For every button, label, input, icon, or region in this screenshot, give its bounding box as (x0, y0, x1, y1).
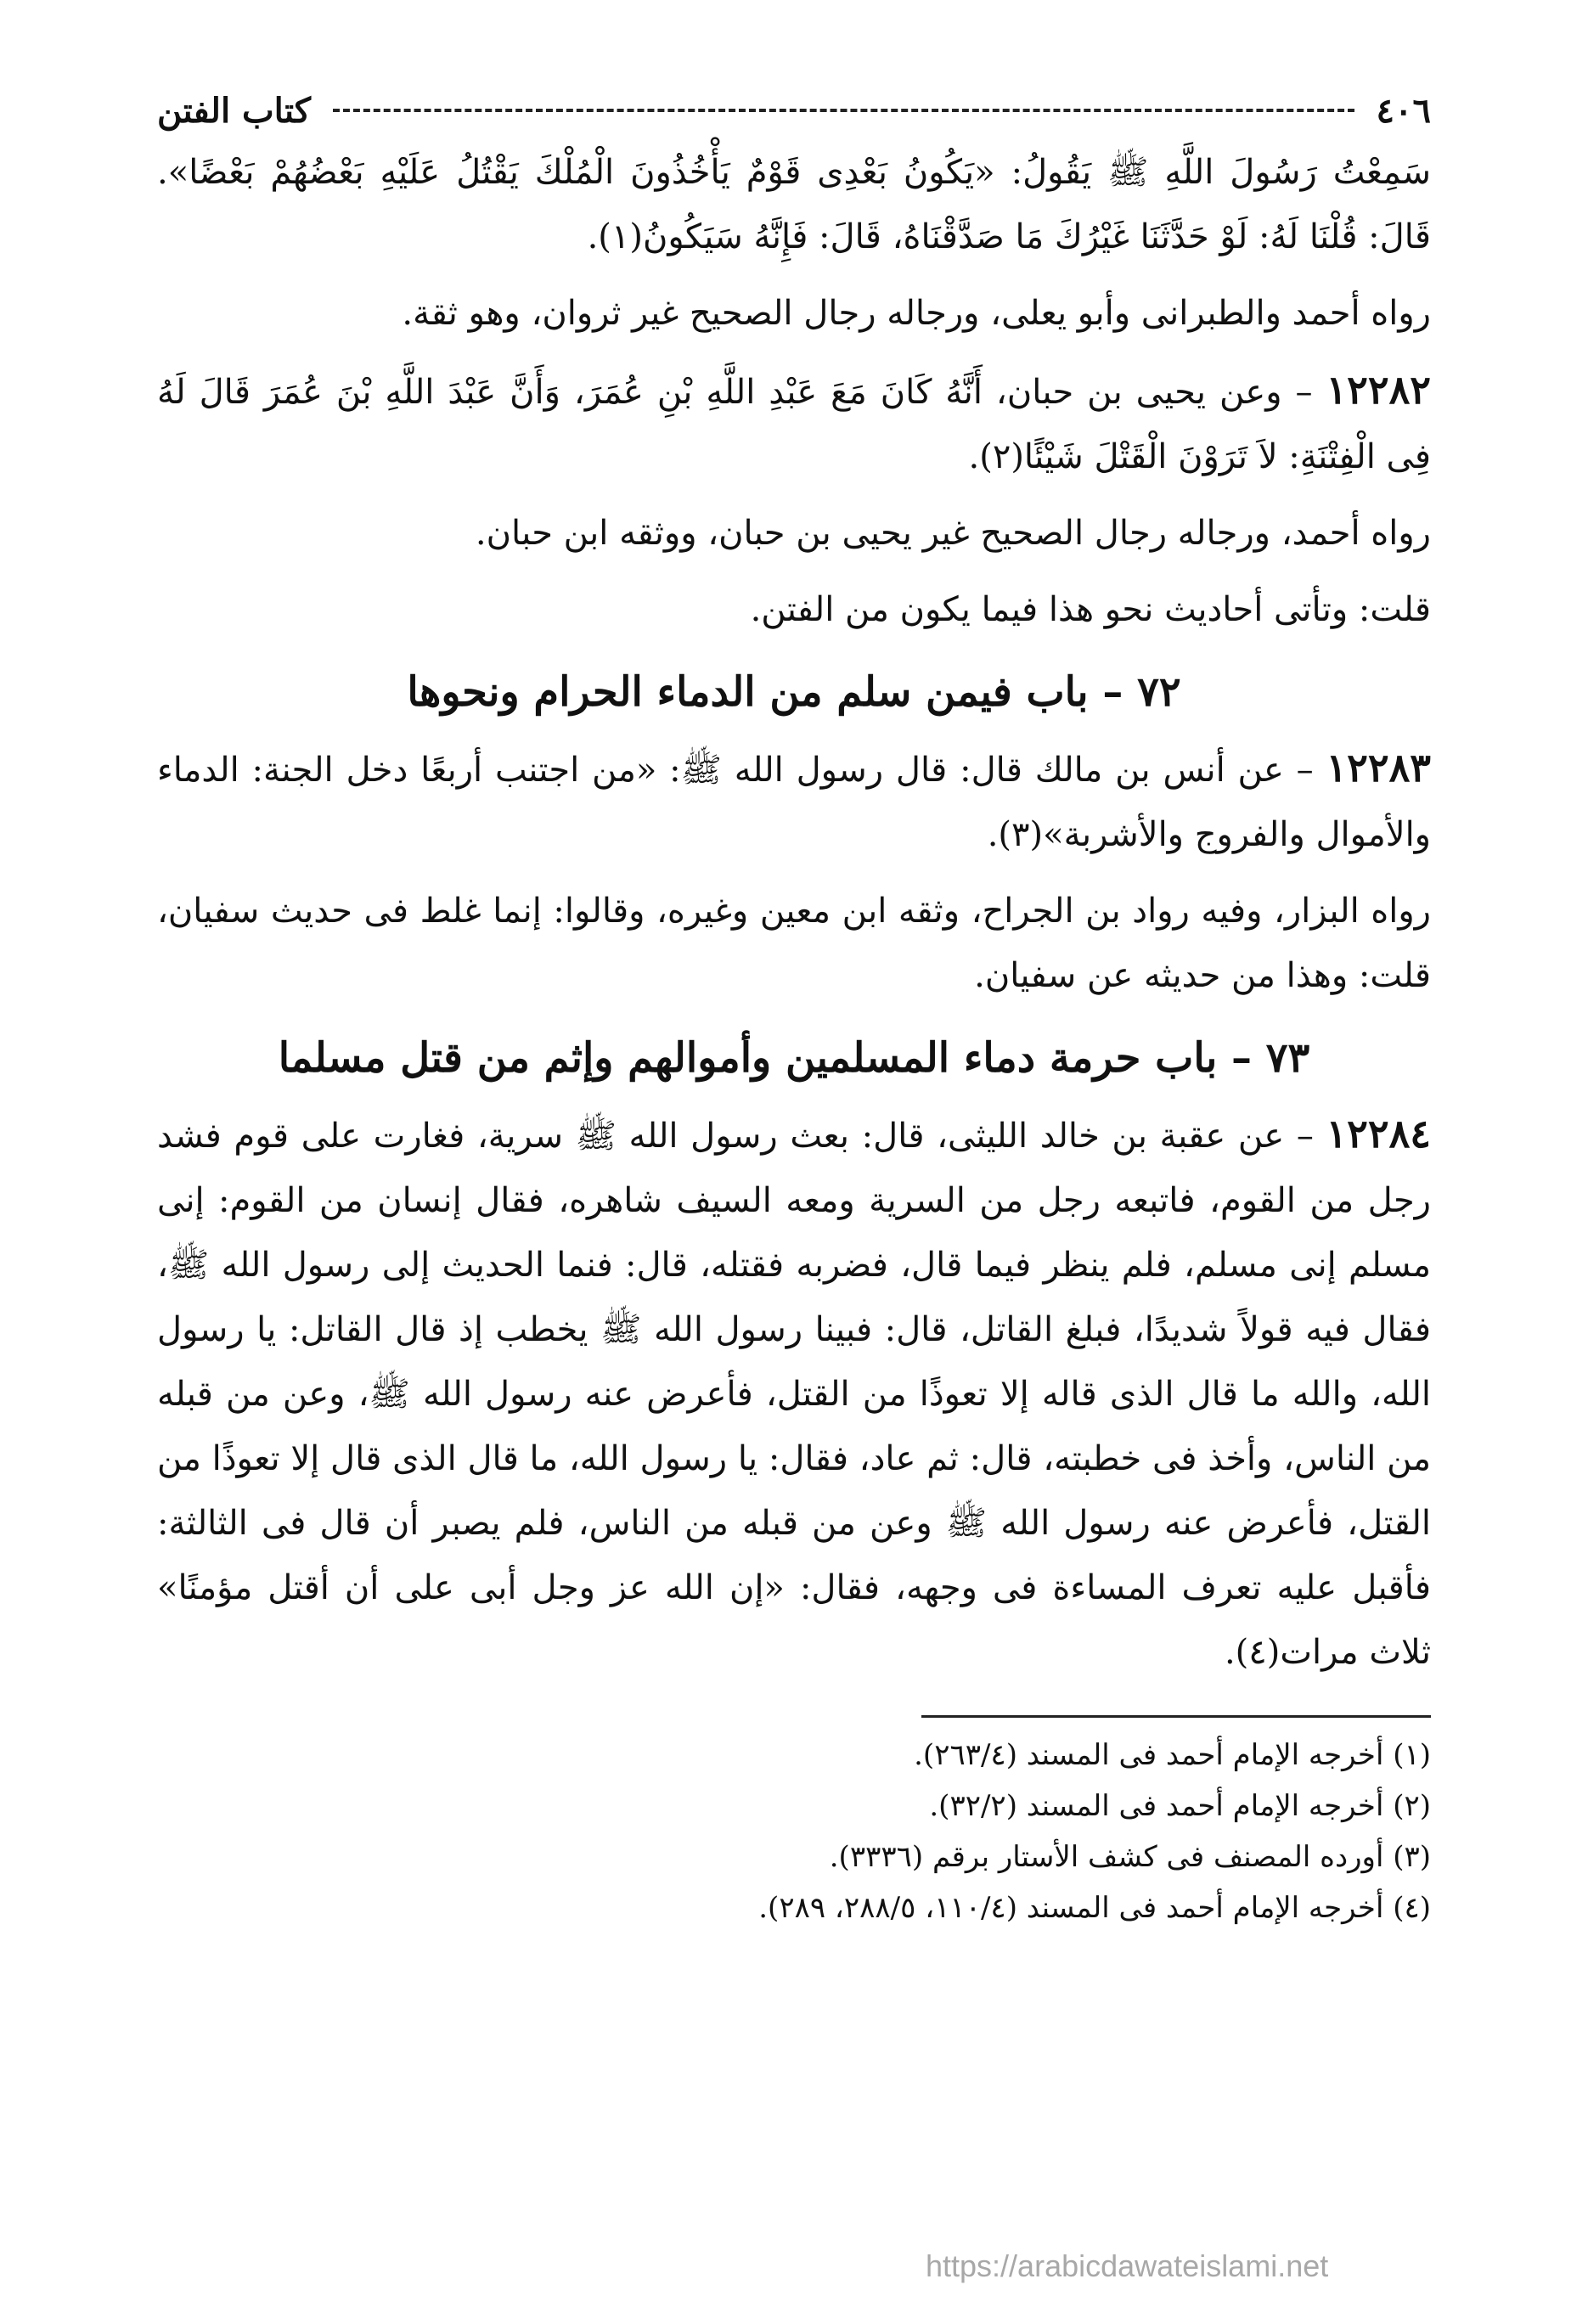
page-number: ٤٠٦ (1376, 90, 1431, 131)
chapter-heading-73: ٧٣ – باب حرمة دماء المسلمين وأموالهم وإثم من قتل مسلما (278, 1034, 1310, 1082)
narration-note: رواه البزار، وفيه رواد بن الجراح، وثقه ابن معين وغيره، وقالوا: إنما غلط فى حديث سفيان، قلت: وهذا من حديثه عن سفيان. (157, 892, 1431, 995)
hadith-text: – عن أنس بن مالك قال: قال رسول الله ﷺ: «من اجتنب أربعًا دخل الجنة: الدماء والأموال والفروج والأشربة»(٣). (157, 751, 1431, 854)
hadith-number: ١٢٢٨٤ (1326, 1111, 1431, 1156)
book-page (157, 81, 1431, 2288)
continued-hadith-text: سَمِعْتُ رَسُولَ اللَّهِ ﷺ يَقُولُ: «يَكُونُ بَعْدِى قَوْمٌ يَأْخُذُونَ الْمُلْكَ يَقْتُلُ عَلَيْهِ بَعْضُهُمْ بَعْضًا». قَالَ: قُلْنَا لَهُ: لَوْ حَدَّثَنَا غَيْرُكَ مَا صَدَّقْنَاهُ، قَالَ: فَإِنَّهُ سَيَكُونُ(١). (157, 153, 1431, 256)
narration-note: رواه أحمد، ورجاله رجال الصحيح غير يحيى بن حبان، ووثقه ابن حبان. (475, 514, 1431, 553)
chapter-heading-72: ٧٢ – باب فيمن سلم من الدماء الحرام ونحوها (407, 668, 1181, 716)
book-title: كتاب الفتن (157, 90, 311, 131)
header-rule (333, 109, 1354, 112)
hadith-text: – وعن يحيى بن حبان، أَنَّهُ كَانَ مَعَ عَبْدِ اللَّهِ بْنِ عُمَرَ، وَأَنَّ عَبْدَ اللَّهِ بْنَ عُمَرَ قَالَ لَهُ فِى الْفِتْنَةِ: لاَ تَرَوْنَ الْقَتْلَ شَيْئًا(٢). (157, 373, 1431, 476)
hadith-number: ١٢٢٨٢ (1326, 367, 1431, 413)
hadith-text: – عن عقبة بن خالد الليثى، قال: بعث رسول الله ﷺ سرية، فغارت على قوم فشد رجل من القوم، فاتبعه رجل من السرية ومعه السيف شاهره، فقال إنسان من القوم: إنى مسلم إنى مسلم، فلم ينظر فيما قال، فضربه فقتله، قال: فنما الحديث إلى رسول الله ﷺ، فقال فيه قولاً شديدًا، فبلغ القاتل، قال: فبينا رسول الله ﷺ يخطب إذ قال القاتل: يا رسول الله، والله ما قال الذى قاله إلا تعوذًا من القتل، فأعرض عنه رسول الله ﷺ، وعن من قبله من الناس، وأخذ فى خطبته، قال: ثم عاد، فقال: يا رسول الله، ما قال الذى قال إلا تعوذًا من القتل، فأعرض عنه رسول الله ﷺ وعن من قبله من الناس، فلم يصبر أن قال فى الثالثة: فأقبل عليه تعرف المساءة فى وجهه، فقال: «إن الله عز وجل أبى على أن أقتل مؤمنًا» ثلاث مرات(٤). (157, 1117, 1431, 1672)
narration-note: رواه أحمد والطبرانى وأبو يعلى، ورجاله رجال الصحيح غير ثروان، وهو ثقة. (402, 294, 1431, 333)
footnote-2: (٢) أخرجه الإمام أحمد فى المسند (٣٢/٢). (929, 1789, 1431, 1823)
hadith-12283 (157, 735, 1431, 867)
hadith-12284 (157, 1101, 1431, 1685)
footnote-divider (921, 1715, 1431, 1718)
running-header (157, 81, 1431, 140)
footnote-3: (٣) أورده المصنف فى كشف الأستار برقم (٣٣٣٦). (829, 1840, 1431, 1874)
watermark-url: https://arabicdawateislami.net (926, 2248, 1329, 2283)
hadith-number: ١٢٢٨٣ (1326, 745, 1431, 791)
footnote-4: (٤) أخرجه الإمام أحمد فى المسند (١١٠/٤، ٢٨٨/٥، ٢٨٩). (758, 1891, 1431, 1925)
author-remark: قلت: وتأتى أحاديث نحو هذا فيما يكون من الفتن. (750, 590, 1431, 629)
footnote-1: (١) أخرجه الإمام أحمد فى المسند (٢٦٣/٤). (914, 1738, 1431, 1772)
hadith-12282 (157, 357, 1431, 489)
